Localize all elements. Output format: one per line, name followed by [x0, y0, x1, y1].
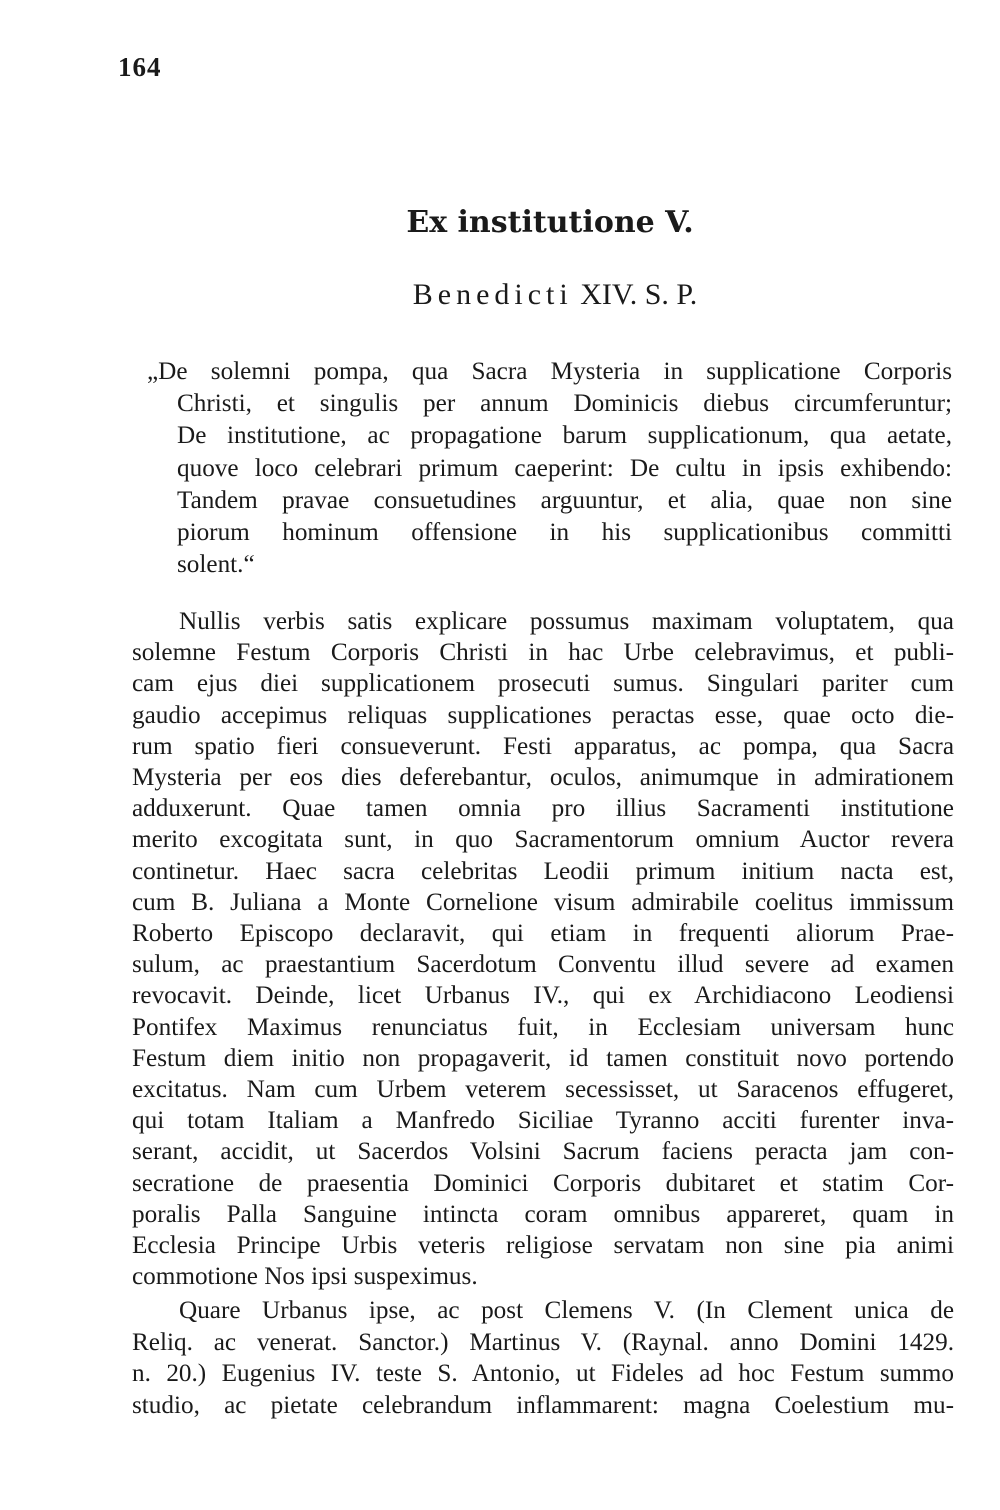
section-heading: Ex institutione V.: [406, 205, 694, 240]
page-number: 164: [118, 52, 162, 82]
text-line: serant, accidit, ut Sacerdos Volsini Sacrum faciens peracta jam con-: [132, 1138, 954, 1166]
quote-line: solent.“: [177, 551, 255, 579]
text-line: commotione Nos ipsi suspeximus.: [132, 1263, 478, 1291]
quote-line: De institutione, ac propagatione barum supplicationum, qua aetate,: [177, 422, 952, 450]
text-line: revocavit. Deinde, licet Urbanus IV., qui ex Archidiacono Leodiensi: [132, 982, 954, 1010]
text-line: poralis Palla Sanguine intincta coram omnibus appareret, quam in: [132, 1200, 954, 1228]
body-paragraph-1: [132, 606, 954, 1292]
text-line: secratione de praesentia Dominici Corporis dubitaret et statim Cor-: [132, 1169, 954, 1197]
quote-line: quove loco celebrari primum caeperint: De cultu in ipsis exhibendo:: [177, 454, 952, 482]
text-line: gaudio accepimus reliquas supplicationes peractas esse, quae octo die-: [132, 701, 954, 729]
text-line: cam ejus diei supplicationem prosecuti sumus. Singulari pariter cum: [132, 670, 954, 698]
text-line: solemne Festum Corporis Christi in hac Urbe celebravimus, et publi-: [132, 639, 954, 667]
text-line: Quare Urbanus ipse, ac post Clemens V. (In Clement unica de: [179, 1297, 954, 1324]
text-line: rum spatio fieri consueverunt. Festi apparatus, ac pompa, qua Sacra: [132, 732, 954, 760]
text-line: Roberto Episcopo declaravit, qui etiam in frequenti aliorum Prae-: [132, 920, 954, 948]
text-line: continetur. Haec sacra celebritas Leodii primum initium nacta est,: [132, 857, 954, 885]
text-line: cum B. Juliana a Monte Cornelione visum admirabile coelitus immissum: [132, 888, 954, 916]
text-line: n. 20.) Eugenius IV. teste S. Antonio, ut Fideles ad hoc Festum summo: [132, 1360, 954, 1387]
body-paragraph-2: [132, 1295, 954, 1421]
quoted-summary: [147, 356, 952, 581]
text-line: studio, ac pietate celebrandum inflammarent: magna Coelestium mu-: [132, 1391, 954, 1419]
quote-line: Tandem pravae consuetudines arguuntur, et alia, quae non sine: [177, 486, 952, 514]
text-line: Reliq. ac venerat. Sanctor.) Martinus V. (Raynal. anno Domini 1429.: [132, 1328, 954, 1356]
text-line: Nullis verbis satis explicare possumus maximam voluptatem, qua: [179, 608, 954, 635]
quote-line: piorum hominum offensione in his supplicationibus committi: [177, 519, 952, 547]
subheading-rest: XIV. S. P.: [580, 278, 698, 311]
text-line: qui totam Italiam a Manfredo Siciliae Tyranno acciti furenter inva-: [132, 1107, 954, 1135]
text-line: sulum, ac praestantium Sacerdotum Conventu illud severe ad examen: [132, 951, 954, 979]
text-line: Ecclesia Principe Urbis veteris religiose servatam non sine pia animi: [132, 1232, 954, 1260]
section-subheading: [0, 278, 1000, 312]
quote-line: Christi, et singulis per annum Dominicis diebus circumferuntur;: [177, 390, 952, 418]
text-line: Festum diem initio non propagaverit, id tamen constituit novo portendo: [132, 1044, 954, 1072]
text-line: excitatus. Nam cum Urbem veterem secessisset, ut Saracenos effugeret,: [132, 1076, 954, 1104]
text-line: merito excogitata sunt, in quo Sacramentorum omnium Auctor revera: [132, 826, 954, 854]
text-line: Mysteria per eos dies deferebantur, oculos, animumque in admirationem: [132, 764, 954, 792]
quote-line: „De solemni pompa, qua Sacra Mysteria in supplicatione Corporis: [147, 358, 952, 385]
subheading-name: Benedicti: [412, 278, 573, 311]
text-line: Pontifex Maximus renunciatus fuit, in Ecclesiam universam hunc: [132, 1013, 954, 1041]
text-line: adduxerunt. Quae tamen omnia pro illius Sacramenti institutione: [132, 795, 954, 823]
